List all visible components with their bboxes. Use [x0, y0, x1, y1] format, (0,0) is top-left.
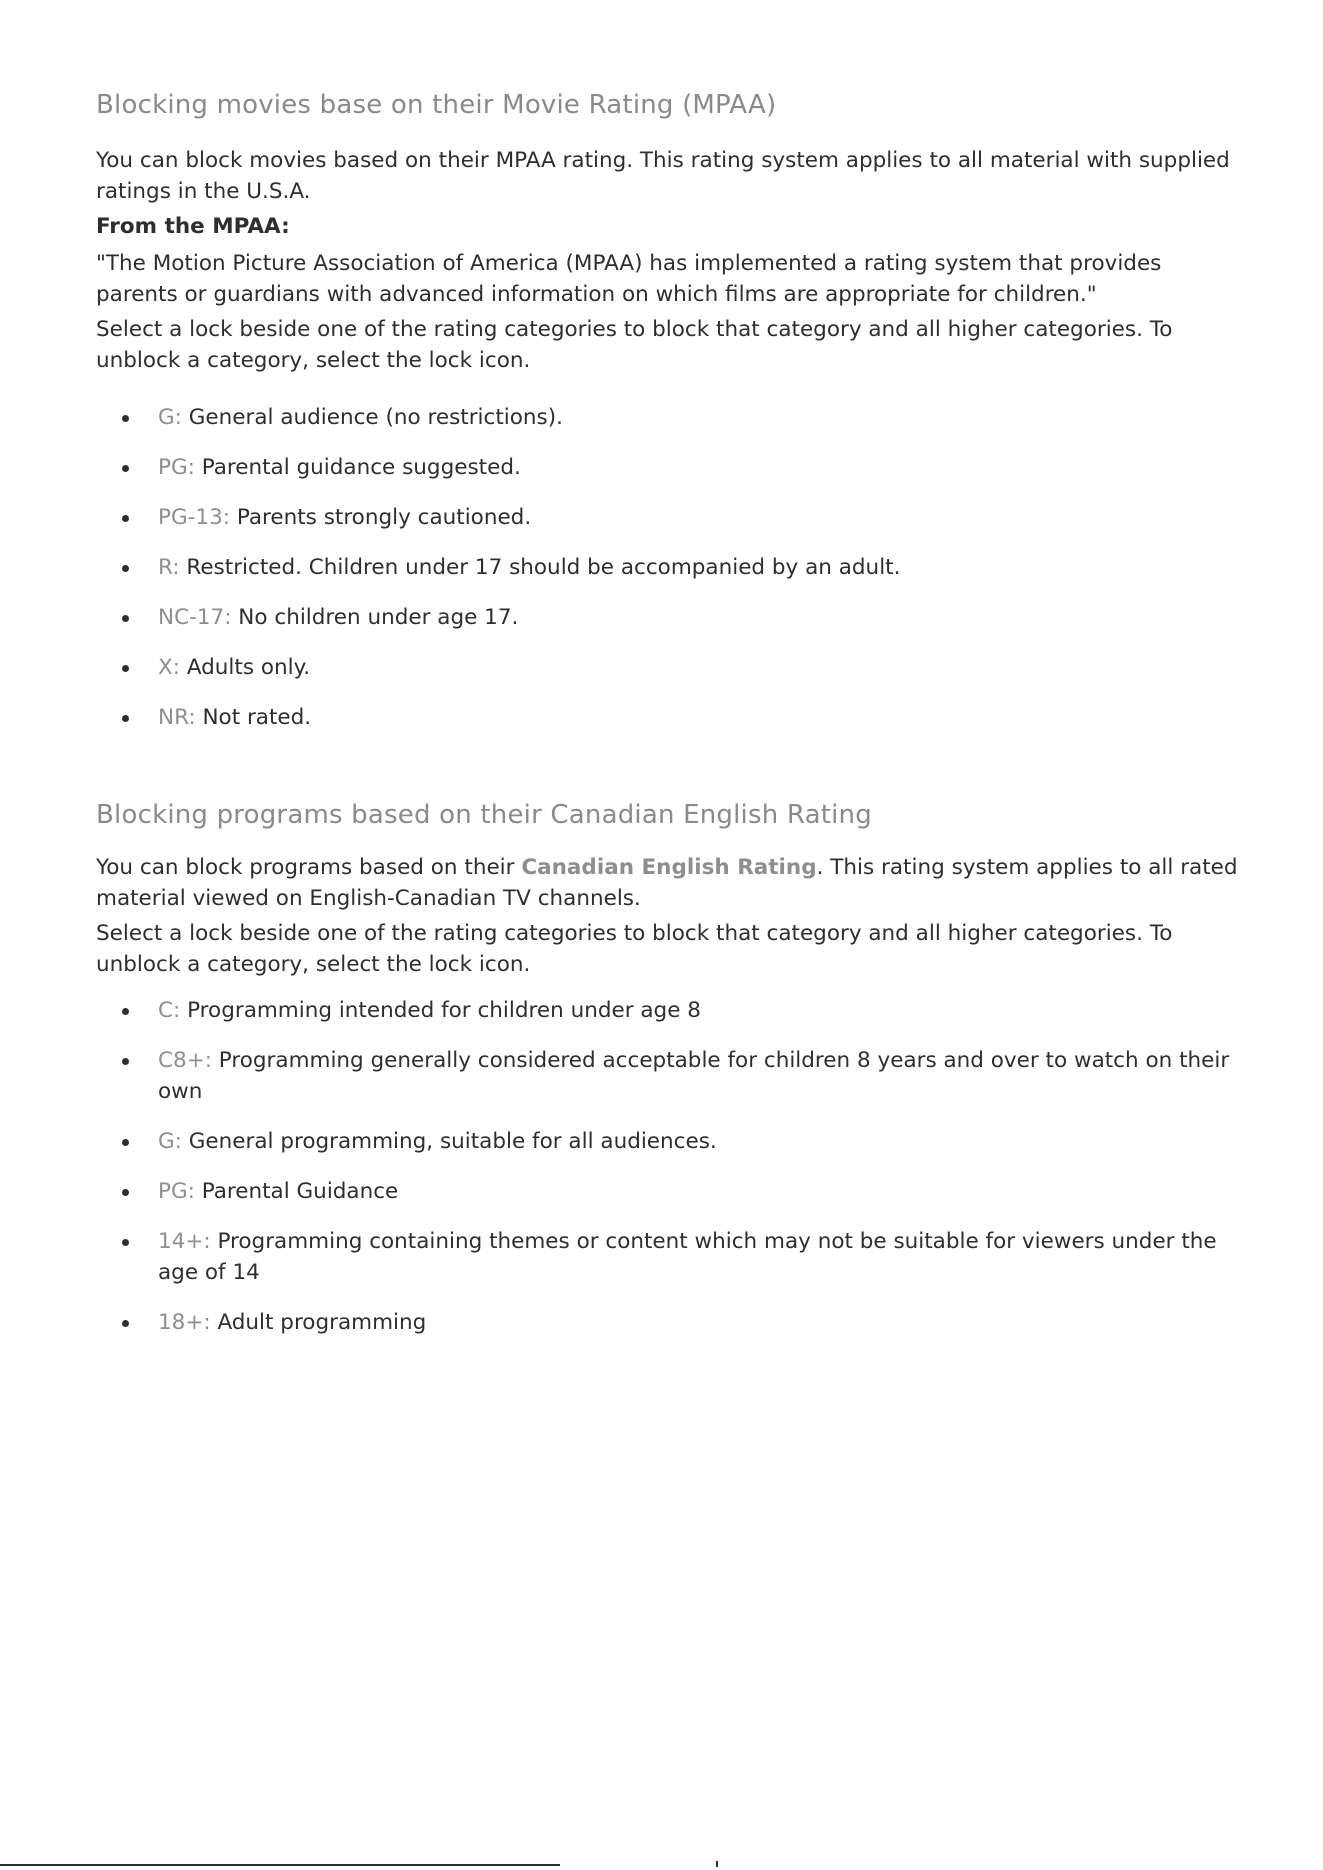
rating-code: X — [158, 655, 173, 680]
rating-description: Parents strongly cautioned. — [236, 505, 532, 530]
rating-description: Programming containing themes or content which may not be suitable for viewers under the age of 14 — [158, 1229, 1217, 1285]
rating-separator: : — [174, 1129, 189, 1154]
canadian-intro — [96, 852, 1246, 914]
bullet-icon — [122, 1008, 129, 1015]
bullet-icon — [122, 1139, 129, 1146]
rating-item — [96, 402, 1246, 433]
rating-separator: : — [172, 555, 187, 580]
rating-description: No children under age 17. — [238, 605, 519, 630]
rating-code: PG-13 — [158, 505, 223, 530]
mpaa-instructions: Select a lock beside one of the rating categories to block that category and all higher categories. To unblock a category, select the lock icon. — [96, 317, 1173, 373]
rating-separator: : — [224, 605, 239, 630]
bullet-icon — [122, 1239, 129, 1246]
rating-description: Parental Guidance — [201, 1179, 399, 1204]
rating-separator: : — [172, 655, 187, 680]
bullet-icon — [122, 715, 129, 722]
canadian-instructions: Select a lock beside one of the rating categories to block that category and all higher categories. To unblock a category, select the lock icon. — [96, 921, 1173, 977]
rating-item — [96, 1045, 1246, 1107]
rating-separator: : — [203, 1229, 218, 1254]
rating-separator: : — [187, 455, 202, 480]
rating-code: NR — [158, 705, 189, 730]
rating-separator: : — [173, 998, 188, 1023]
rating-description: Not rated. — [202, 705, 312, 730]
mpaa-quote: "The Motion Picture Association of America (MPAA) has implemented a rating system that provides parents or guardians with advanced information on which films are appropriate for children." — [96, 251, 1162, 307]
rating-item — [96, 652, 1246, 683]
mpaa-from-label: From the MPAA: — [96, 214, 290, 239]
bullet-icon — [122, 515, 129, 522]
canadian-rating-list — [96, 995, 1246, 1338]
rating-item — [96, 1226, 1246, 1288]
rating-item — [96, 995, 1246, 1026]
section-canadian-title: Blocking programs based on their Canadian English Rating — [96, 800, 872, 830]
rating-code: G — [158, 1129, 175, 1154]
rating-code: 14+ — [158, 1229, 204, 1254]
rating-separator: : — [188, 705, 203, 730]
rating-code: G — [158, 405, 175, 430]
rating-code: PG — [158, 1179, 188, 1204]
footer-rule — [0, 1864, 560, 1866]
bullet-icon — [122, 615, 129, 622]
rating-item — [96, 702, 1246, 733]
rating-description: General programming, suitable for all audiences. — [188, 1129, 717, 1154]
section-canadian-body — [96, 852, 1246, 980]
rating-item — [96, 452, 1246, 483]
canadian-intro-before: You can block programs based on their — [96, 855, 522, 880]
footer-mark — [716, 1861, 718, 1867]
rating-separator: : — [222, 505, 237, 530]
rating-code: C8+ — [158, 1048, 205, 1073]
rating-description: Parental guidance suggested. — [201, 455, 521, 480]
section-mpaa-title: Blocking movies base on their Movie Rating (MPAA) — [96, 90, 777, 120]
rating-description: Programming generally considered acceptable for children 8 years and over to watch on their own — [158, 1048, 1230, 1104]
mpaa-intro: You can block movies based on their MPAA rating. This rating system applies to all material with supplied ratings in the U.S.A. — [96, 148, 1230, 204]
rating-item — [96, 602, 1246, 633]
canadian-intro-after: . This rating system applies to all rated material viewed on English-Canadian TV channels. — [96, 855, 1238, 911]
rating-description: Adult programming — [217, 1310, 427, 1335]
rating-description: Adults only. — [186, 655, 311, 680]
bullet-icon — [122, 1058, 129, 1065]
rating-item — [96, 1176, 1246, 1207]
rating-separator: : — [203, 1310, 218, 1335]
rating-item — [96, 1307, 1246, 1338]
rating-description: General audience (no restrictions). — [188, 405, 563, 430]
rating-separator: : — [174, 405, 189, 430]
rating-code: R — [158, 555, 173, 580]
rating-separator: : — [187, 1179, 202, 1204]
rating-separator: : — [204, 1048, 219, 1073]
bullet-icon — [122, 665, 129, 672]
rating-item — [96, 502, 1246, 533]
mpaa-rating-list — [96, 402, 1246, 733]
rating-item — [96, 1126, 1246, 1157]
rating-code: 18+ — [158, 1310, 204, 1335]
bullet-icon — [122, 465, 129, 472]
section-mpaa-body — [96, 145, 1246, 376]
bullet-icon — [122, 415, 129, 422]
rating-description: Programming intended for children under age 8 — [187, 998, 701, 1023]
rating-description: Restricted. Children under 17 should be accompanied by an adult. — [186, 555, 901, 580]
rating-code: NC-17 — [158, 605, 225, 630]
rating-code: C — [158, 998, 174, 1023]
bullet-icon — [122, 1320, 129, 1327]
rating-item — [96, 552, 1246, 583]
bullet-icon — [122, 565, 129, 572]
canadian-rating-highlight: Canadian English Rating — [521, 855, 817, 880]
rating-code: PG — [158, 455, 188, 480]
bullet-icon — [122, 1189, 129, 1196]
